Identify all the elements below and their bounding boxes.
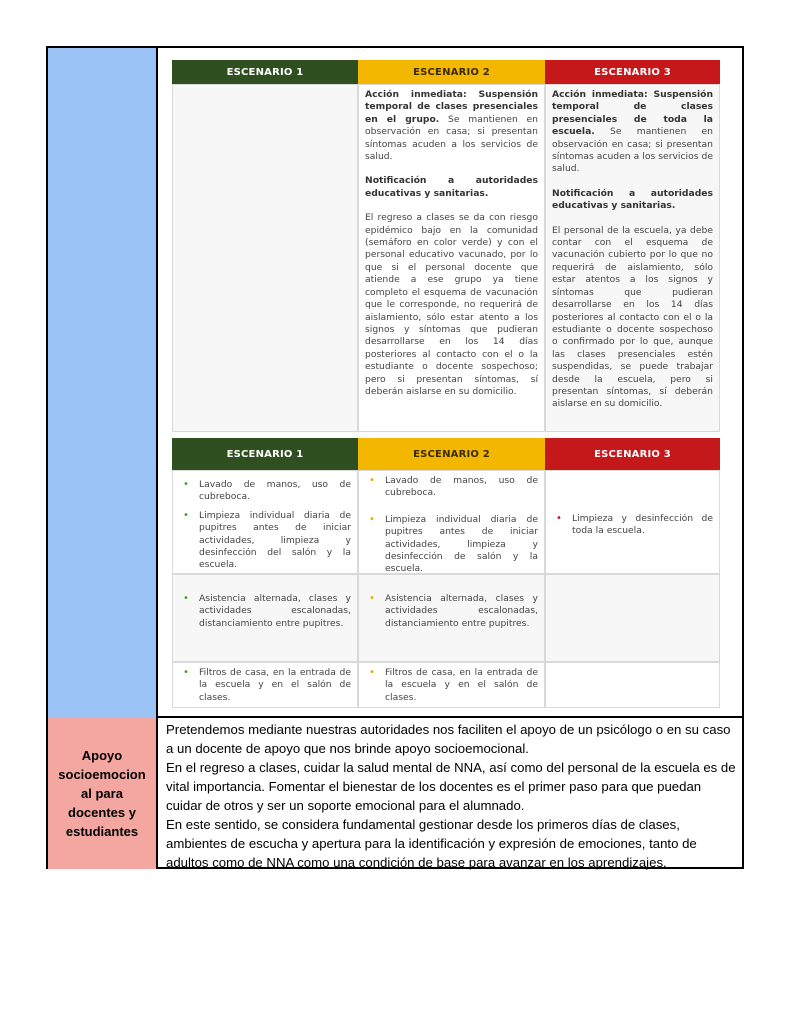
list-item: • Limpieza individual diaria de pupitres antes de iniciar actividades, limpieza y desinfección del salón y la escuela. [183, 509, 351, 571]
t1-cell-escenario-3 [545, 84, 720, 432]
list-item: • Limpieza individual diaria de pupitres antes de iniciar actividades, limpieza y desinfección de salón y la escuela. [369, 513, 538, 575]
list-item: • Limpieza y desinfección de toda la escuela. [556, 513, 713, 537]
t2-r2-c1 [172, 574, 358, 662]
t1-header-escenario-1: ESCENARIO 1 [172, 60, 358, 84]
t2-r2-c3 [545, 574, 720, 662]
green-bullet-icon: • [183, 509, 189, 521]
t1-c2-body: El regreso a clases se da con riesgo epidémico bajo en la comunidad (semáforo en color verde) y con el personal educativo vacunado, por lo que si el personal docente que atiende a ese grupo ya tiene completo el esquema de vacunación que le corresponde, no requerirá de aislamiento, sólo estar atento a los signos y síntomas que pudieran desarrollarse en los 14 días posteriores al contacto con el o la estudiante o docente sospechoso; pero si presentan síntomas, sí deberán aislarse en su domicilio. [365, 212, 538, 397]
list-item: • Filtros de casa, en la entrada de la escuela y en el salón de clases. [183, 667, 351, 703]
t2-r1-c2 [358, 470, 545, 574]
scenarios-image [168, 54, 724, 708]
list-item: • Asistencia alternada, clases y actividades escalonadas, distanciamiento entre pupitres. [369, 593, 538, 629]
yellow-bullet-icon: • [369, 513, 375, 525]
t1-cell-escenario-1 [172, 84, 358, 432]
red-bullet-icon: • [556, 513, 562, 524]
yellow-bullet-icon: • [369, 667, 375, 678]
t2-header-escenario-1: ESCENARIO 1 [172, 438, 358, 470]
t1-c3-body: El personal de la escuela, ya debe contar con el esquema de vacunación cubierto por lo que no requerirá de aislamiento, sólo estar atentos a los signos y síntomas que pudieran desarrollarse en los 14 días posteriores al contacto con el o la estudiante o docente sospechoso o confirmado por lo que, aunque las clases presenciales estén suspendidas, se puede trabajar desde la escuela, pero si presentan síntomas, sí deberán aislarse en su domicilio. [552, 224, 713, 410]
t1-c3-action [552, 89, 713, 176]
t2-r3-c2 [358, 662, 545, 708]
t2-r1-c3 [545, 470, 720, 574]
t2-r3-c1 [172, 662, 358, 708]
green-bullet-icon: • [183, 479, 189, 490]
t1-c2-action-rest: Se mantienen en observación en casa; si presentan síntomas acuden a los servicios de salud. [365, 113, 539, 163]
yellow-bullet-icon: • [369, 475, 375, 486]
t1-c2-notice: Notificación a autoridades educativas y sanitarias. [365, 175, 538, 199]
t1-c2-action [365, 89, 538, 163]
t1-c3-action-bold: Acción inmediata: Suspensión temporal de clases presenciales de toda la escuela. [552, 89, 713, 138]
scenarios-row [48, 48, 742, 718]
yellow-bullet-icon: • [369, 593, 375, 604]
t1-c3-notice: Notificación a autoridades educativas y sanitarias. [552, 187, 713, 212]
t1-header-escenario-3: ESCENARIO 3 [545, 60, 720, 84]
left-label-cell-blue [48, 48, 158, 718]
green-bullet-icon: • [183, 667, 189, 678]
list-item: • Filtros de casa, en la entrada de la escuela y en el salón de clases. [369, 667, 538, 703]
t1-cell-escenario-2 [358, 84, 545, 432]
apoyo-paragraph-3: En este sentido, se considera fundamental gestionar desde los primeros días de clases, ambientes de escucha y apertura para la identificación y expresión de emociones, tanto de adultos como de NNA como una condición de base para avanzar en los aprendizajes. [166, 817, 697, 870]
t1-c3-action-rest: Se mantienen en observación en casa; si presentan síntomas acuden a los servicios de salud. [552, 126, 713, 175]
green-bullet-icon: • [183, 593, 189, 604]
apoyo-paragraph-1: Pretendemos mediante nuestras autoridades nos faciliten el apoyo de un psicólogo o en su caso a un docente de apoyo que nos brinde apoyo socioemocional. [166, 722, 731, 756]
t1-header-escenario-2: ESCENARIO 2 [358, 60, 545, 84]
list-item: • Lavado de manos, uso de cubreboca. [369, 475, 538, 499]
apoyo-row [48, 718, 742, 870]
t2-header-escenario-3: ESCENARIO 3 [545, 438, 720, 470]
list-item: • Asistencia alternada, clases y actividades escalonadas, distanciamiento entre pupitres. [183, 593, 351, 629]
apoyo-label: Apoyo socioemocion al para docentes y estudiantes [48, 718, 158, 869]
apoyo-paragraph-2: En el regreso a clases, cuidar la salud mental de NNA, así como del personal de la escuela es de vital importancia. Fomentar el bienestar de los docentes es el primer paso para que puedan cuidar de otros y ser un soporte emocional para el alumnado. [166, 760, 736, 813]
t2-r3-c3 [545, 662, 720, 708]
document-table [46, 46, 744, 869]
t1-c2-action-bold: Acción inmediata: Suspensión temporal de clases presenciales en el grupo. [365, 89, 538, 125]
apoyo-text [160, 718, 742, 869]
t2-r2-c2 [358, 574, 545, 662]
t2-header-escenario-2: ESCENARIO 2 [358, 438, 545, 470]
list-item: • Lavado de manos, uso de cubreboca. [183, 479, 351, 503]
t2-r1-c1 [172, 470, 358, 574]
